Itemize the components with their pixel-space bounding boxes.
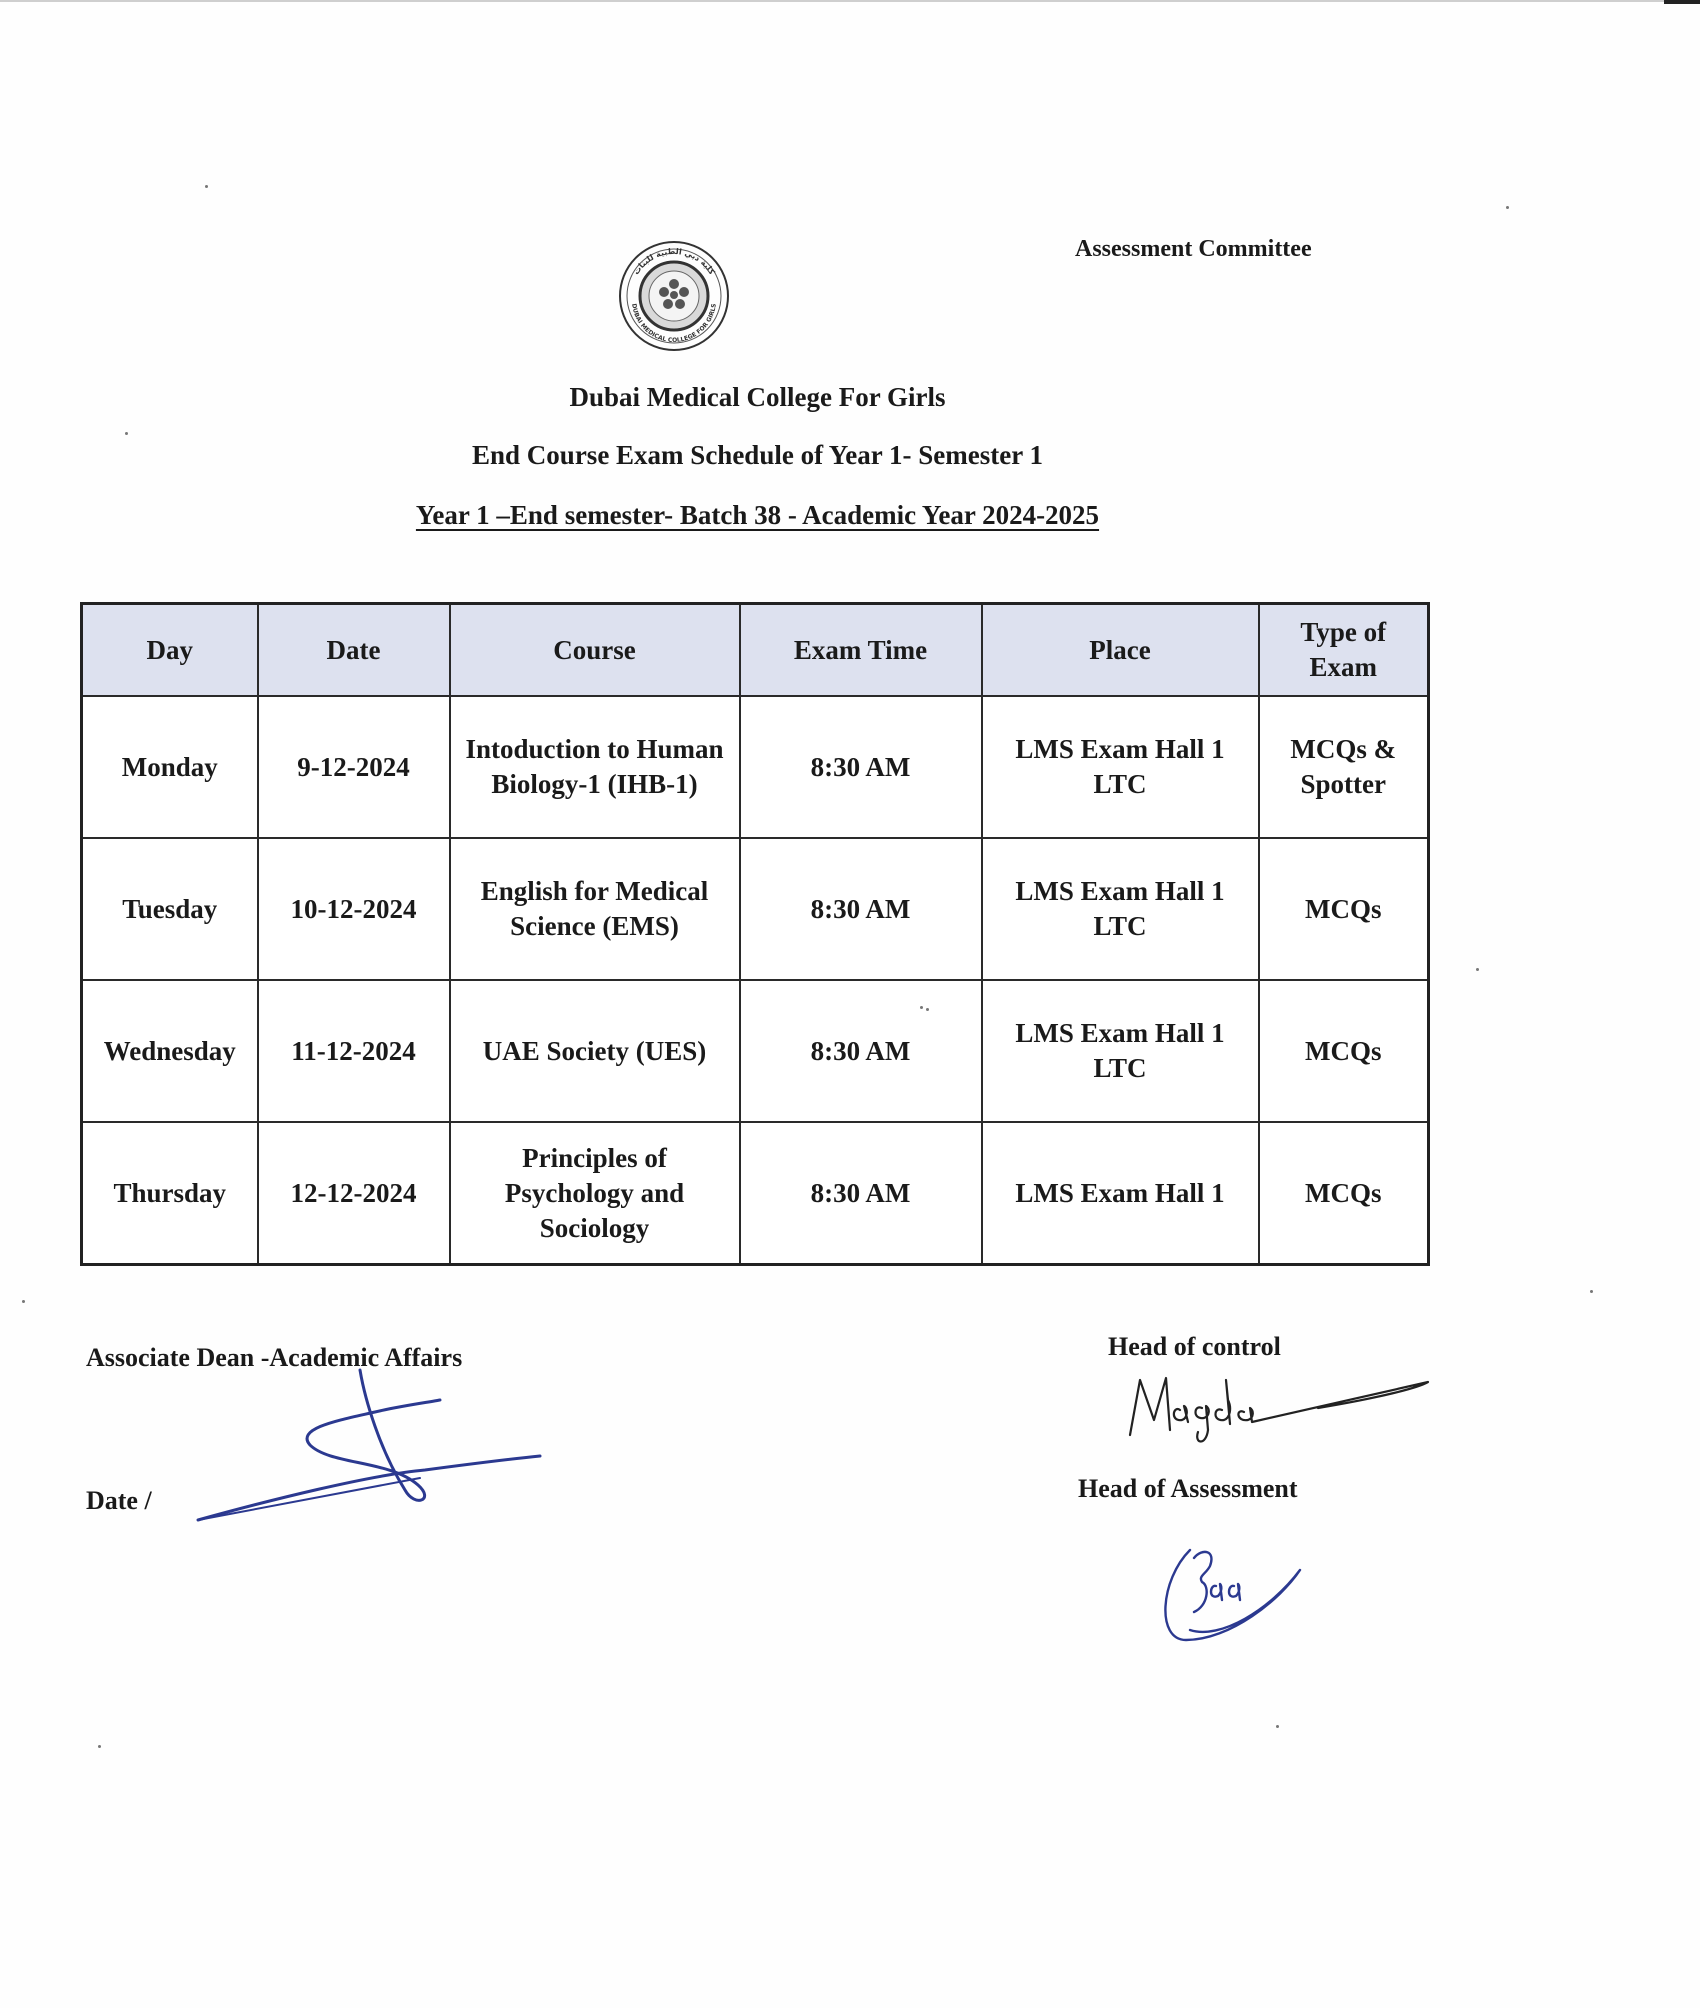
cell-place: LMS Exam Hall 1 LTC [982,696,1259,838]
cell-type: MCQs [1259,1122,1429,1265]
cell-day: Tuesday [82,838,258,980]
associate-dean-label: Associate Dean -Academic Affairs [86,1343,463,1372]
cell-day: Wednesday [82,980,258,1122]
seal-arabic-text: كلية دبي الطبية للبنات [631,246,717,277]
scan-edge [0,0,1700,2]
table-row [82,838,1429,980]
cell-date: 9-12-2024 [258,696,450,838]
cell-course: UAE Society (UES) [450,980,740,1122]
cell-time: 8:30 AM [740,980,982,1122]
scan-speck [1476,968,1479,971]
table-row [82,980,1429,1122]
head-of-assessment-signature-icon [1150,1530,1320,1660]
cell-type: MCQs [1259,980,1429,1122]
schedule-title: End Course Exam Schedule of Year 1- Semester 1 [472,440,1043,470]
seal-english-text: DUBAI MEDICAL COLLEGE FOR GIRLS [630,303,718,345]
schedule-subtitle: Year 1 –End semester- Batch 38 - Academic Year 2024-2025 [415,500,1100,530]
scan-speck [920,1006,923,1009]
scan-speck [125,432,128,435]
head-of-control-signature-icon [1118,1360,1438,1460]
header-exam-time: Exam Time [740,604,982,697]
exam-schedule-table [80,602,1430,1266]
date-label: Date / [86,1486,152,1515]
cell-time: 8:30 AM [740,1122,982,1265]
college-seal-icon [610,240,738,352]
scan-corner-mark [1664,0,1700,4]
cell-time: 8:30 AM [740,838,982,980]
scan-speck [926,1008,929,1011]
cell-place: LMS Exam Hall 1 [982,1122,1259,1265]
head-of-control-label: Head of control [1108,1332,1281,1361]
scan-speck [205,185,208,188]
dean-signature-icon [190,1360,550,1540]
cell-course: Intoduction to Human Biology-1 (IHB-1) [450,696,740,838]
cell-date: 12-12-2024 [258,1122,450,1265]
scan-speck [1276,1725,1279,1728]
cell-time: 8:30 AM [740,696,982,838]
table-row [82,696,1429,838]
scan-speck [98,1745,101,1748]
cell-date: 11-12-2024 [258,980,450,1122]
header-type-of-exam: Type of Exam [1259,604,1429,697]
cell-type: MCQs & Spotter [1259,696,1429,838]
cell-day: Monday [82,696,258,838]
head-of-assessment-label: Head of Assessment [1078,1474,1298,1503]
cell-type: MCQs [1259,838,1429,980]
institution-title: Dubai Medical College For Girls [569,382,946,412]
cell-day: Thursday [82,1122,258,1265]
scan-speck [1506,206,1509,209]
cell-place: LMS Exam Hall 1 LTC [982,980,1259,1122]
cell-date: 10-12-2024 [258,838,450,980]
header-day: Day [82,604,258,697]
cell-course: Principles of Psychology and Sociology [450,1122,740,1265]
header-course: Course [450,604,740,697]
committee-label: Assessment Committee [1075,236,1312,262]
header-place: Place [982,604,1259,697]
table-row [82,1122,1429,1265]
scan-speck [1590,1290,1593,1293]
table-header-row [82,604,1429,697]
cell-place: LMS Exam Hall 1 LTC [982,838,1259,980]
cell-course: English for Medical Science (EMS) [450,838,740,980]
header-date: Date [258,604,450,697]
scan-speck [22,1300,25,1303]
